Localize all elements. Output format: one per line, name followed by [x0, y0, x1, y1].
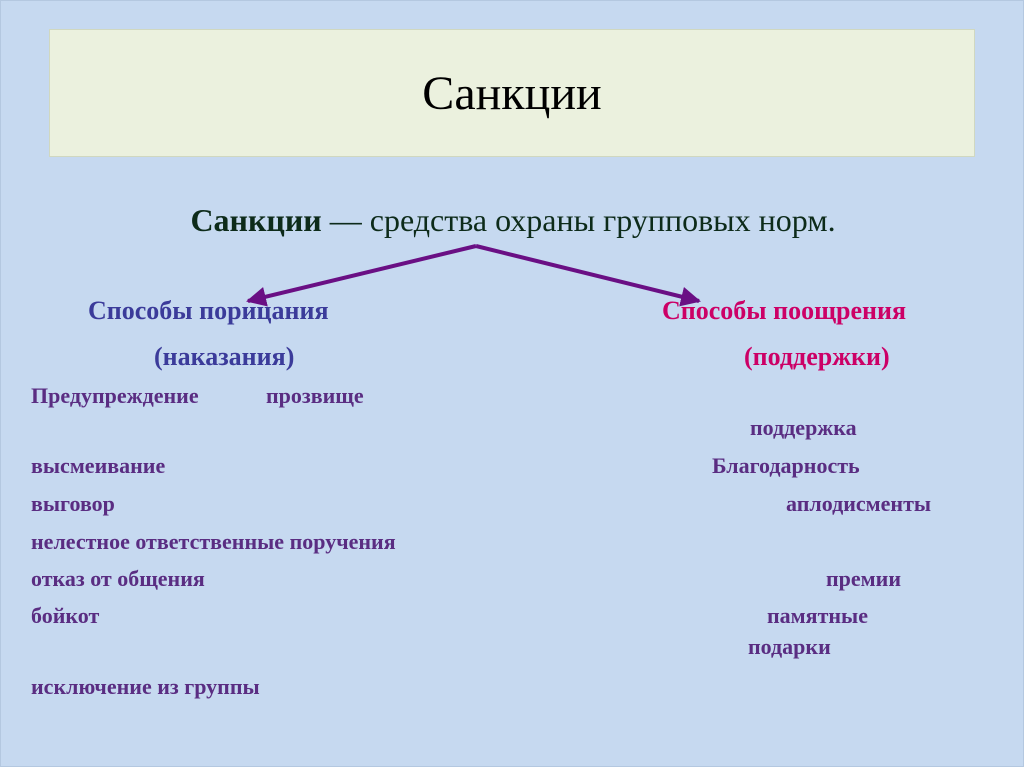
negative-item: высмеивание: [31, 453, 166, 478]
negative-item: выговор: [31, 491, 115, 516]
positive-heading-line1: Способы поощрения: [662, 296, 907, 325]
positive-item: поддержка: [750, 415, 857, 440]
definition-term: Санкции: [190, 202, 322, 238]
negative-item: исключение из группы: [31, 674, 260, 699]
positive-item: памятные: [767, 603, 868, 628]
arrow-left: [248, 246, 476, 301]
definition-text: — средства охраны групповых норм.: [321, 202, 836, 238]
positive-item: премии: [826, 566, 902, 591]
negative-item: отказ от общения: [31, 566, 205, 591]
negative-item: прозвище: [266, 383, 364, 408]
negative-item: бойкот: [31, 603, 100, 628]
negative-item: Предупреждение: [31, 383, 199, 408]
negative-heading-line1: Способы порицания: [88, 296, 329, 325]
positive-heading-line2: (поддержки): [744, 342, 890, 371]
positive-item: аплодисменты: [786, 491, 932, 516]
positive-item: Благодарность: [712, 453, 860, 478]
negative-heading-line2: (наказания): [154, 342, 295, 371]
negative-item: нелестное ответственные поручения: [31, 529, 396, 554]
slide-title: Санкции: [422, 66, 602, 120]
positive-item: подарки: [748, 634, 831, 659]
arrow-right: [476, 246, 699, 301]
